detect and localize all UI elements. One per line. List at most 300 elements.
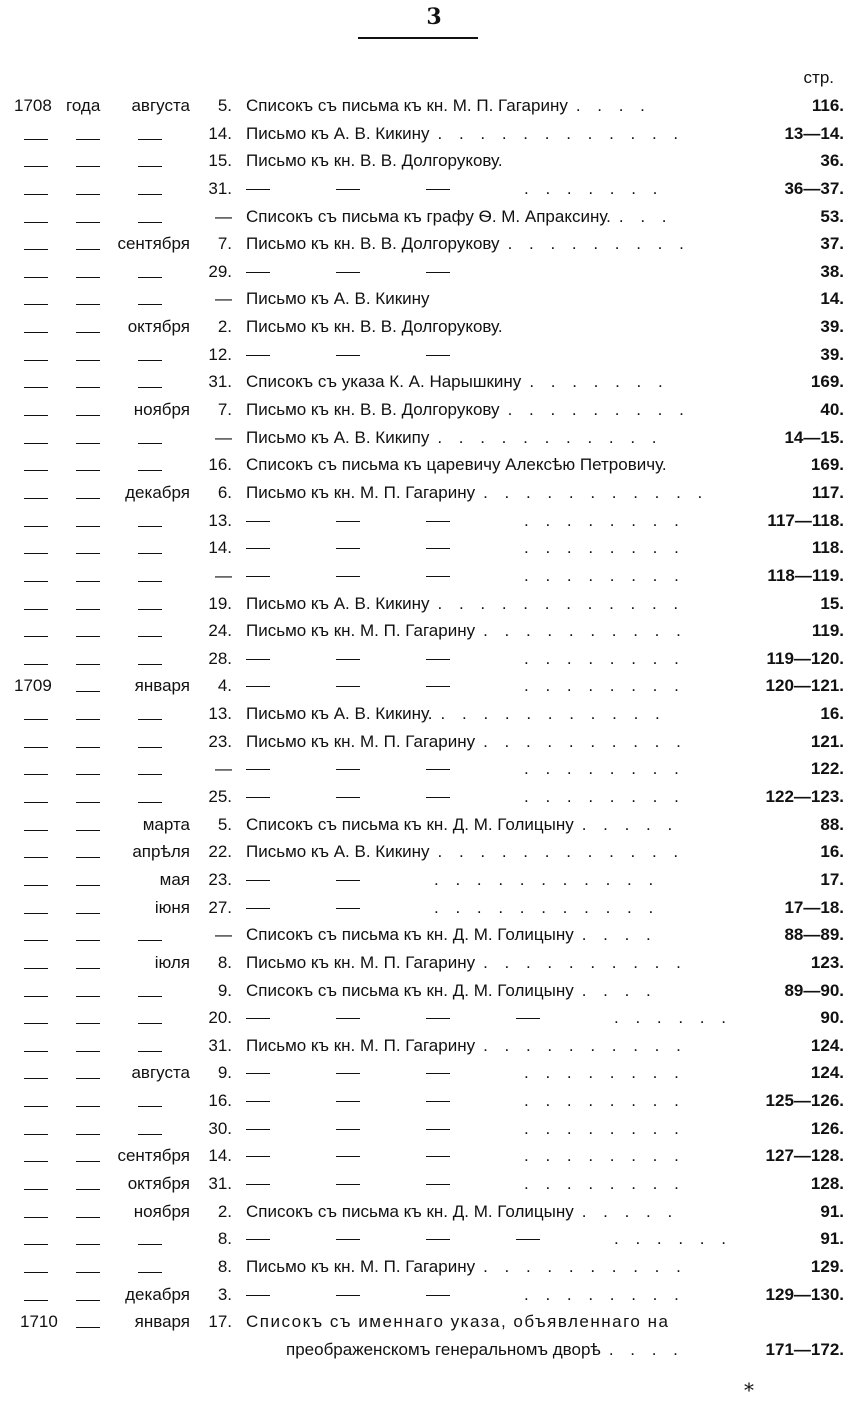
entry-month: марта <box>142 814 190 834</box>
ditto-dash <box>246 769 270 770</box>
leader-dots: . . . . . . . . . . . . <box>437 842 685 862</box>
entry-day: 17. <box>208 1312 232 1332</box>
entry-month: января <box>134 676 190 696</box>
index-entry <box>0 205 868 233</box>
ditto-dash <box>336 1184 360 1185</box>
leader-dots: . . . . . . . <box>529 372 669 392</box>
ditto-dash <box>24 609 48 610</box>
ditto-dash <box>246 880 270 881</box>
ditto-dash <box>76 222 100 223</box>
ditto-dash <box>138 664 162 665</box>
entry-pages: 91. <box>820 1229 844 1249</box>
ditto-dash <box>76 802 100 803</box>
leader-dots: . . . . . . . . . . <box>483 1256 687 1276</box>
entry-description <box>246 815 678 835</box>
entry-pages: 40. <box>820 400 844 420</box>
ditto-dash <box>426 1239 450 1240</box>
index-entry <box>0 923 868 951</box>
ditto-dash <box>426 576 450 577</box>
ditto-dash <box>516 1239 540 1240</box>
ditto-dash <box>76 194 100 195</box>
entry-pages: 88. <box>820 814 844 834</box>
index-entry <box>0 260 868 288</box>
entry-pages: 15. <box>820 593 844 613</box>
entry-pages: 128. <box>810 1173 844 1193</box>
ditto-dash <box>426 1018 450 1019</box>
leader-dots: . . . . . . . . <box>524 648 685 668</box>
ditto-dash <box>76 443 100 444</box>
leader-dots: . . . . <box>608 1339 684 1359</box>
entry-description-text: Списокъ съ письма къ кн. М. П. Гагарину <box>246 96 568 115</box>
entry-day: 7. <box>217 400 232 420</box>
ditto-dash <box>138 1051 162 1052</box>
entry-pages: 17—18. <box>784 897 844 917</box>
index-entry <box>0 287 868 315</box>
entry-pages: 122—123. <box>765 787 844 807</box>
ditto-dash <box>138 774 162 775</box>
ditto-dash <box>138 139 162 140</box>
ditto-dash <box>336 548 360 549</box>
entry-description <box>246 317 503 337</box>
leader-dots: . . . . . . . . . <box>507 234 690 254</box>
ditto-dash <box>24 664 48 665</box>
ditto-dash <box>138 360 162 361</box>
entry-day: 31. <box>208 1173 232 1193</box>
ditto-dash <box>138 443 162 444</box>
ditto-dash <box>76 719 100 720</box>
entry-description <box>246 759 685 779</box>
ditto-dash <box>426 548 450 549</box>
entry-day: 6. <box>217 482 232 502</box>
ditto-dash <box>138 802 162 803</box>
ditto-dash <box>138 166 162 167</box>
ditto-dash <box>426 1295 450 1296</box>
ditto-dash <box>246 1073 270 1074</box>
entry-pages: 119. <box>811 621 844 641</box>
entry-day: — <box>215 427 232 447</box>
ditto-dash <box>138 996 162 997</box>
entry-pages: 39. <box>820 317 844 337</box>
entry-pages: 126. <box>810 1118 844 1138</box>
entry-day: 14. <box>208 1146 232 1166</box>
entry-month: ноября <box>133 1201 190 1221</box>
ditto-dash <box>24 470 48 471</box>
ditto-dash <box>246 1184 270 1185</box>
ditto-dash <box>246 521 270 522</box>
entry-day: 9. <box>217 1063 232 1083</box>
entry-pages: 89—90. <box>784 980 844 1000</box>
leader-dots: . . . . . . . . . . <box>483 952 687 972</box>
leader-dots: . . . . . . <box>614 1008 732 1028</box>
leader-dots: . . . . <box>581 925 657 945</box>
ditto-dash <box>24 940 48 941</box>
ditto-dash <box>246 686 270 687</box>
entry-description-text: Письмо къ кн. М. П. Гагарину <box>246 952 476 972</box>
entry-description-text: Письмо къ А. В. Кикину <box>246 289 430 309</box>
ditto-dash <box>516 1018 540 1019</box>
ditto-dash <box>24 222 48 223</box>
entry-day: 5. <box>217 814 232 834</box>
ditto-dash <box>24 636 48 637</box>
index-entry <box>0 481 868 509</box>
ditto-dash <box>24 1244 48 1245</box>
entry-month: декабря <box>125 1284 190 1304</box>
leader-dots: . . . . . . <box>614 1229 732 1249</box>
entry-description-text: Письмо къ А. В. Кикину. <box>246 704 433 724</box>
entry-description <box>246 787 685 807</box>
entry-description-text: Письмо къ А. В. Кикину <box>246 123 430 143</box>
entry-description-text: Письмо къ кн. М. П. Гагарину <box>246 621 476 641</box>
ditto-dash <box>76 470 100 471</box>
entry-description <box>246 981 657 1001</box>
ditto-dash <box>336 686 360 687</box>
index-entry <box>0 868 868 896</box>
entry-pages: 53. <box>820 206 844 226</box>
entry-description-text: Письмо къ кн. В. В. Долгорукову <box>246 234 500 254</box>
entry-day: 13. <box>208 510 232 530</box>
leader-dots: . . . . . . . . . . <box>483 731 687 751</box>
ditto-dash <box>76 636 100 637</box>
entry-day: 13. <box>208 704 232 724</box>
entry-description-text: Списокъ съ письма къ царевичу Алексѣю Петровичу. <box>246 455 667 475</box>
ditto-dash <box>336 769 360 770</box>
entry-pages: 17. <box>820 869 844 889</box>
leader-dots: . . . . . . . . . . . . <box>437 593 685 613</box>
ditto-dash <box>246 1018 270 1019</box>
entry-description <box>246 511 685 531</box>
leader-dots: . . . . . . . . . . <box>483 621 687 641</box>
ditto-dash <box>426 1101 450 1102</box>
entry-description-text: Письмо къ А. В. Кикину <box>246 593 430 613</box>
entry-day: 14. <box>208 123 232 143</box>
entry-description <box>246 649 685 669</box>
index-entry <box>0 1310 868 1338</box>
ditto-dash <box>138 304 162 305</box>
entry-day: 19. <box>208 593 232 613</box>
index-entry <box>0 1255 868 1283</box>
ditto-dash <box>138 636 162 637</box>
ditto-dash <box>76 166 100 167</box>
entry-pages: 37. <box>820 234 844 254</box>
entry-description-text: Письмо къ кн. М. П. Гагарину <box>246 731 476 751</box>
entry-day: — <box>215 289 232 309</box>
leader-dots: . . . . . <box>581 1201 679 1221</box>
ditto-dash <box>24 443 48 444</box>
ditto-dash <box>138 1023 162 1024</box>
index-entry <box>0 509 868 537</box>
leader-dots: . . . . . . . . . <box>507 400 690 420</box>
ditto-dash <box>246 189 270 190</box>
entry-description-text: Письмо къ кн. М. П. Гагарину <box>246 482 476 502</box>
index-entry <box>0 1034 868 1062</box>
ditto-dash <box>426 659 450 660</box>
ditto-dash <box>138 387 162 388</box>
leader-dots: . . . . <box>575 96 651 115</box>
leader-dots: . . . . . . . . <box>524 676 685 696</box>
entry-pages: 121. <box>810 731 844 751</box>
ditto-dash <box>426 797 450 798</box>
ditto-dash <box>76 609 100 610</box>
index-entry <box>0 536 868 564</box>
entry-day: 14. <box>208 538 232 558</box>
entry-day: 22. <box>208 842 232 862</box>
entry-pages: 117. <box>811 482 844 502</box>
entry-description-text: Письмо къ А. В. Кикину <box>246 842 430 862</box>
ditto-dash <box>336 189 360 190</box>
entry-month: мая <box>159 869 190 889</box>
ditto-dash <box>336 1101 360 1102</box>
entry-day: 8. <box>217 952 232 972</box>
ditto-dash <box>76 664 100 665</box>
ditto-dash <box>246 1129 270 1130</box>
entry-description-text: Письмо къ кн. В. В. Долгорукову. <box>246 317 503 337</box>
ditto-dash <box>76 774 100 775</box>
ditto-dash <box>24 526 48 527</box>
entry-month: сентября <box>117 234 190 254</box>
entry-pages: 127—128. <box>765 1146 844 1166</box>
entry-description <box>246 1063 685 1083</box>
entry-description-text: Списокъ съ письма къ кн. Д. М. Голицыну <box>246 814 574 834</box>
index-entry <box>0 564 868 592</box>
index-entry <box>0 730 868 758</box>
index-entry <box>0 1227 868 1255</box>
ditto-dash <box>138 940 162 941</box>
entry-pages: 13—14. <box>784 123 844 143</box>
ditto-dash <box>246 355 270 356</box>
index-entry <box>0 1061 868 1089</box>
entry-day: 9. <box>217 980 232 1000</box>
entry-day: 27. <box>208 897 232 917</box>
entry-month: декабря <box>125 482 190 502</box>
index-entry-continuation <box>0 1338 868 1366</box>
ditto-dash <box>24 1106 48 1107</box>
entry-day: 24. <box>208 621 232 641</box>
ditto-dash <box>246 797 270 798</box>
leader-dots: . . . . . . . <box>524 178 664 198</box>
ditto-dash <box>336 797 360 798</box>
entry-description-text: Списокъ съ письма къ кн. Д. М. Голицыну <box>246 980 574 1000</box>
entry-description <box>246 1119 685 1139</box>
index-entry <box>0 702 868 730</box>
entry-month: августа <box>131 1063 190 1083</box>
ditto-dash <box>426 1129 450 1130</box>
ditto-dash <box>336 1129 360 1130</box>
ditto-dash <box>24 194 48 195</box>
entry-description <box>246 207 673 227</box>
entry-description <box>246 1008 732 1028</box>
entry-day: 12. <box>208 344 232 364</box>
leader-dots: . . . . . . . . <box>524 1146 685 1166</box>
index-entry <box>0 94 868 122</box>
ditto-dash <box>336 659 360 660</box>
ditto-dash <box>76 940 100 941</box>
entry-day: — <box>215 759 232 779</box>
ditto-dash <box>246 548 270 549</box>
ditto-dash <box>24 139 48 140</box>
entry-day: 25. <box>208 787 232 807</box>
ditto-dash <box>336 1073 360 1074</box>
ditto-dash <box>336 1156 360 1157</box>
entry-day: 8. <box>217 1229 232 1249</box>
entry-year: 1709 <box>14 676 52 696</box>
ditto-dash <box>24 1023 48 1024</box>
entry-pages: 124. <box>810 1035 844 1055</box>
ditto-dash <box>76 553 100 554</box>
entry-description <box>246 234 690 254</box>
leader-dots: . . . . . . . . . . . <box>434 869 660 889</box>
entry-description <box>246 455 667 475</box>
leader-dots: . . . . . . . . . . . <box>440 704 666 724</box>
ditto-dash <box>76 304 100 305</box>
entry-month: октября <box>127 1173 190 1193</box>
entry-description <box>246 538 685 558</box>
index-entry <box>0 979 868 1007</box>
leader-dots: . . . . . . . . . . . <box>437 427 663 447</box>
ditto-dash <box>138 581 162 582</box>
entry-pages: 88—89. <box>784 925 844 945</box>
ditto-dash <box>246 272 270 273</box>
entry-pages: 169. <box>810 455 844 475</box>
ditto-dash <box>76 996 100 997</box>
ditto-dash <box>76 277 100 278</box>
entry-description <box>286 1340 684 1360</box>
entry-description <box>246 400 690 420</box>
footer-mark: * <box>744 1378 754 1402</box>
ditto-dash <box>76 387 100 388</box>
entry-description <box>246 151 503 171</box>
ditto-dash <box>246 1156 270 1157</box>
entry-pages: 129—130. <box>765 1284 844 1304</box>
entry-pages: 14—15. <box>784 427 844 447</box>
ditto-dash <box>246 576 270 577</box>
leader-dots: . . . . <box>581 980 657 1000</box>
index-entry <box>0 619 868 647</box>
leader-dots: . . . . . . . . <box>524 538 685 558</box>
ditto-dash <box>24 1051 48 1052</box>
entry-day: 30. <box>208 1118 232 1138</box>
ditto-dash <box>76 1023 100 1024</box>
entry-day: 16. <box>208 455 232 475</box>
index-entry <box>0 398 868 426</box>
ditto-dash <box>138 277 162 278</box>
entry-description <box>246 262 516 282</box>
entry-month: августа <box>131 96 190 115</box>
index-entry <box>0 896 868 924</box>
ditto-dash <box>426 189 450 190</box>
entry-pages: 117—118. <box>767 510 844 530</box>
entry-description-text: Списокъ съ письма къ графу Ѳ. М. Апраксину. <box>246 206 611 226</box>
leader-dots: . . . . . <box>581 814 679 834</box>
ditto-dash <box>24 802 48 803</box>
ditto-dash <box>76 1051 100 1052</box>
ditto-dash <box>336 355 360 356</box>
ditto-dash <box>426 769 450 770</box>
index-entry <box>0 592 868 620</box>
index-entry <box>0 177 868 205</box>
ditto-dash <box>336 1295 360 1296</box>
entry-pages: 36. <box>820 151 844 171</box>
ditto-dash <box>76 360 100 361</box>
ditto-dash <box>24 719 48 720</box>
ditto-dash <box>24 166 48 167</box>
entry-pages: 16. <box>820 704 844 724</box>
leader-dots: . . . . . . . . . . . <box>483 482 709 502</box>
ditto-dash <box>24 996 48 997</box>
index-entry <box>0 1200 868 1228</box>
entry-pages: 120—121. <box>765 676 844 696</box>
ditto-dash <box>246 908 270 909</box>
index-entry <box>0 232 868 260</box>
index-entry <box>0 785 868 813</box>
index-entry <box>0 1006 868 1034</box>
entry-pages: 116. <box>811 96 844 115</box>
entry-description <box>246 1091 685 1111</box>
entry-month: ноября <box>133 400 190 420</box>
index-entry <box>0 757 868 785</box>
entry-description-text: Письмо къ кн. В. В. Долгорукову <box>246 400 500 420</box>
ditto-dash <box>336 1018 360 1019</box>
ditto-dash <box>138 1134 162 1135</box>
entry-pages: 91. <box>820 1201 844 1221</box>
leader-dots: . . . . . . . . <box>524 1173 685 1193</box>
ditto-dash <box>76 747 100 748</box>
entry-month: іюля <box>154 952 190 972</box>
ditto-dash <box>76 581 100 582</box>
entry-year: 1708 <box>14 96 52 115</box>
entry-description: Списокъ съ именнаго указа, объявленнаго на <box>246 1312 670 1332</box>
entry-description <box>246 925 657 945</box>
ditto-dash <box>336 272 360 273</box>
entry-day: 23. <box>208 869 232 889</box>
entry-pages: 14. <box>820 289 844 309</box>
entry-pages: 90. <box>820 1008 844 1028</box>
entry-day: 4. <box>217 676 232 696</box>
ditto-dash <box>336 1239 360 1240</box>
ditto-dash <box>246 1239 270 1240</box>
leader-dots: . . . . . . . . <box>524 787 685 807</box>
ditto-dash <box>426 686 450 687</box>
index-entry <box>0 813 868 841</box>
index-entry <box>0 370 868 398</box>
ditto-dash <box>426 355 450 356</box>
entry-description <box>246 594 684 614</box>
ditto-dash <box>76 139 100 140</box>
entry-description <box>246 676 685 696</box>
entry-description <box>246 1174 685 1194</box>
index-entry <box>0 315 868 343</box>
entry-year: 1710 <box>20 1312 58 1332</box>
ditto-dash <box>138 747 162 748</box>
ditto-dash <box>426 1156 450 1157</box>
leader-dots: . . . . . . . . <box>524 1091 685 1111</box>
leader-dots: . . . . . . . . . . . <box>434 897 660 917</box>
leader-dots: . . . <box>618 206 673 226</box>
entry-month: сентября <box>117 1146 190 1166</box>
entry-day: 20. <box>208 1008 232 1028</box>
entry-day: 2. <box>217 317 232 337</box>
entry-pages: 124. <box>810 1063 844 1083</box>
entry-description <box>246 345 516 365</box>
entry-pages: 36—37. <box>784 178 844 198</box>
entry-description <box>246 1229 732 1249</box>
entry-pages: 123. <box>810 952 844 972</box>
ditto-dash <box>426 272 450 273</box>
entry-day: 8. <box>217 1256 232 1276</box>
entry-description <box>246 96 651 116</box>
ditto-dash <box>138 194 162 195</box>
index-entry <box>0 1283 868 1311</box>
ditto-dash <box>336 521 360 522</box>
